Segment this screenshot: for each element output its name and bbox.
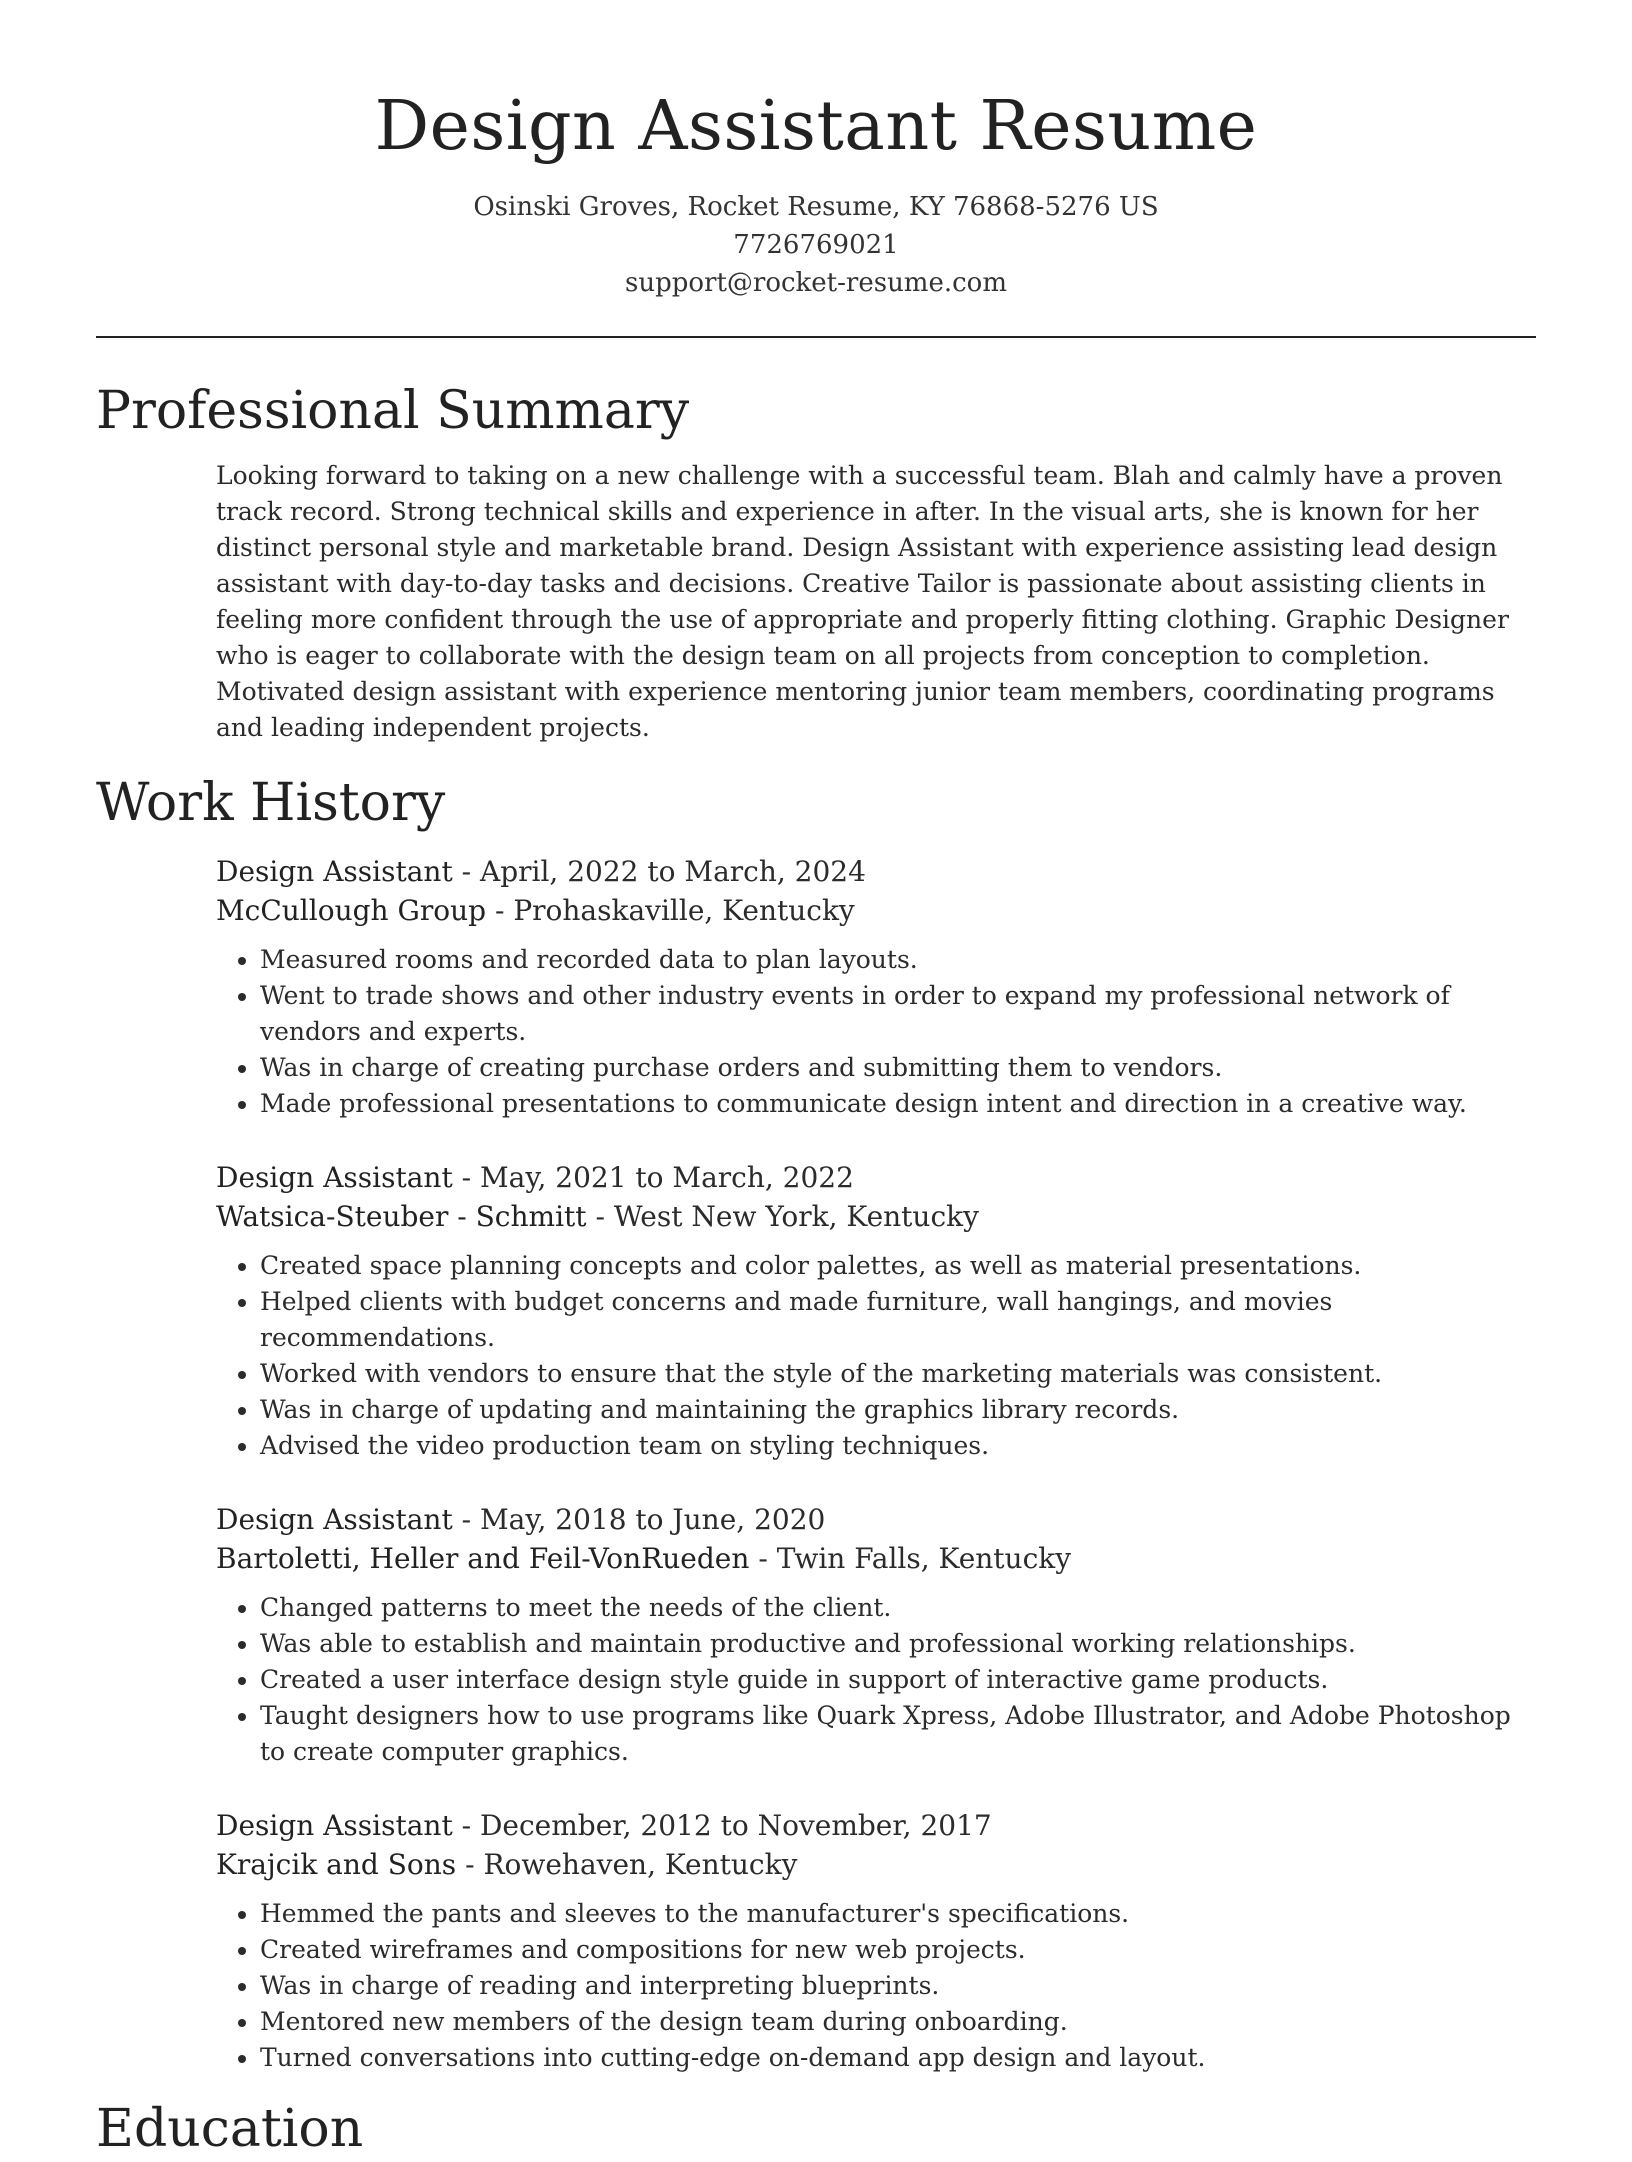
section-title-education: Education xyxy=(96,2099,364,2159)
job-bullet: • Mentored new members of the design team during onboarding. xyxy=(260,2004,1536,2040)
job-dates: April, 2022 to March, 2024 xyxy=(479,855,866,888)
section-title-work-history: Work History xyxy=(96,773,446,833)
summary-text: Looking forward to taking on a new challenge with a successful team. Blah and calmly have a proven track record. Strong technical skills and experience in after. In the visual arts, she is known for her distinct personal style and marketable brand. Design Assistant with experience assisting lead design assistant with day-to-day tasks and decisions. Creative Tailor is passionate about assisting clients in feeling more confident through the use of appropriate and properly fitting clothing. Graphic Designer who is eager to collaborate with the design team on all projects from conception to completion. Motivated design assistant with experience mentoring junior team members, coordinating programs and leading independent projects. xyxy=(216,461,1509,742)
contact-block xyxy=(96,188,1536,302)
job-bullet: • Worked with vendors to ensure that the style of the marketing materials was consistent. xyxy=(260,1356,1536,1392)
job-company-line xyxy=(216,891,1536,930)
job-company: McCullough Group xyxy=(216,894,487,927)
job-title: Design Assistant xyxy=(216,1161,453,1194)
job-bullet: • Went to trade shows and other industry events in order to expand my professional network of vendors and experts. xyxy=(260,978,1536,1050)
job-entry xyxy=(216,1806,1536,2076)
job-company-line xyxy=(216,1197,1536,1236)
job-company: Bartoletti, Heller and Feil-VonRueden xyxy=(216,1542,750,1575)
job-entry xyxy=(216,852,1536,1122)
separator: - xyxy=(456,1848,484,1881)
job-location: Rowehaven, Kentucky xyxy=(483,1848,798,1881)
job-bullet-list xyxy=(216,942,1536,1122)
header-divider xyxy=(96,336,1536,338)
job-bullet: • Changed patterns to meet the needs of the client. xyxy=(260,1590,1536,1626)
separator: - xyxy=(452,1161,480,1194)
job-bullet: • Advised the video production team on styling techniques. xyxy=(260,1428,1536,1464)
job-bullet-list xyxy=(216,1248,1536,1464)
job-title-line xyxy=(216,852,1536,891)
contact-email: support@rocket-resume.com xyxy=(624,268,1007,298)
work-history-list xyxy=(96,852,1536,2076)
resume-header xyxy=(96,0,1536,302)
contact-address: Osinski Groves, Rocket Resume, KY 76868-5276 US xyxy=(473,192,1159,222)
job-bullet: • Made professional presentations to communicate design intent and direction in a creative way. xyxy=(260,1086,1536,1122)
job-bullet: • Created space planning concepts and color palettes, as well as material presentations. xyxy=(260,1248,1536,1284)
job-entry xyxy=(216,1158,1536,1464)
job-title-line xyxy=(216,1806,1536,1845)
job-location: Twin Falls, Kentucky xyxy=(776,1542,1072,1575)
separator: - xyxy=(452,1809,480,1842)
separator: - xyxy=(452,855,480,888)
section-title-summary: Professional Summary xyxy=(96,381,690,441)
resume-page xyxy=(96,0,1536,2162)
separator: - xyxy=(486,894,514,927)
job-bullet: • Helped clients with budget concerns and made furniture, wall hangings, and movies recommendations. xyxy=(260,1284,1536,1356)
job-title-line xyxy=(216,1158,1536,1197)
job-bullet: • Taught designers how to use programs like Quark Xpress, Adobe Illustrator, and Adobe Photoshop to create computer graphics. xyxy=(260,1698,1536,1770)
job-dates: May, 2018 to June, 2020 xyxy=(479,1503,826,1536)
job-title: Design Assistant xyxy=(216,1809,453,1842)
job-bullet: • Was able to establish and maintain productive and professional working relationships. xyxy=(260,1626,1536,1662)
job-bullet: • Was in charge of updating and maintaining the graphics library records. xyxy=(260,1392,1536,1428)
job-bullet: • Measured rooms and recorded data to plan layouts. xyxy=(260,942,1536,978)
resume-title: Design Assistant Resume xyxy=(374,87,1258,166)
job-title: Design Assistant xyxy=(216,855,453,888)
job-bullet: • Turned conversations into cutting-edge on-demand app design and layout. xyxy=(260,2040,1536,2076)
job-location: Prohaskaville, Kentucky xyxy=(513,894,855,927)
separator: - xyxy=(452,1503,480,1536)
job-company: Watsica-Steuber - Schmitt xyxy=(216,1200,587,1233)
job-bullet-list xyxy=(216,1896,1536,2076)
job-bullet: • Was in charge of reading and interpreting blueprints. xyxy=(260,1968,1536,2004)
job-company-line xyxy=(216,1845,1536,1884)
job-bullet: • Created a user interface design style guide in support of interactive game products. xyxy=(260,1662,1536,1698)
separator: - xyxy=(586,1200,614,1233)
job-bullet: • Was in charge of creating purchase orders and submitting them to vendors. xyxy=(260,1050,1536,1086)
job-company-line xyxy=(216,1539,1536,1578)
job-entry xyxy=(216,1500,1536,1770)
job-dates: December, 2012 to November, 2017 xyxy=(479,1809,992,1842)
contact-phone: 7726769021 xyxy=(733,230,899,260)
job-title-line xyxy=(216,1500,1536,1539)
separator: - xyxy=(749,1542,777,1575)
job-location: West New York, Kentucky xyxy=(613,1200,979,1233)
job-bullet: • Hemmed the pants and sleeves to the manufacturer's specifications. xyxy=(260,1896,1536,1932)
job-bullet: • Created wireframes and compositions for new web projects. xyxy=(260,1932,1536,1968)
job-bullet-list xyxy=(216,1590,1536,1770)
job-title: Design Assistant xyxy=(216,1503,453,1536)
job-company: Krajcik and Sons xyxy=(216,1848,457,1881)
job-dates: May, 2021 to March, 2022 xyxy=(479,1161,854,1194)
